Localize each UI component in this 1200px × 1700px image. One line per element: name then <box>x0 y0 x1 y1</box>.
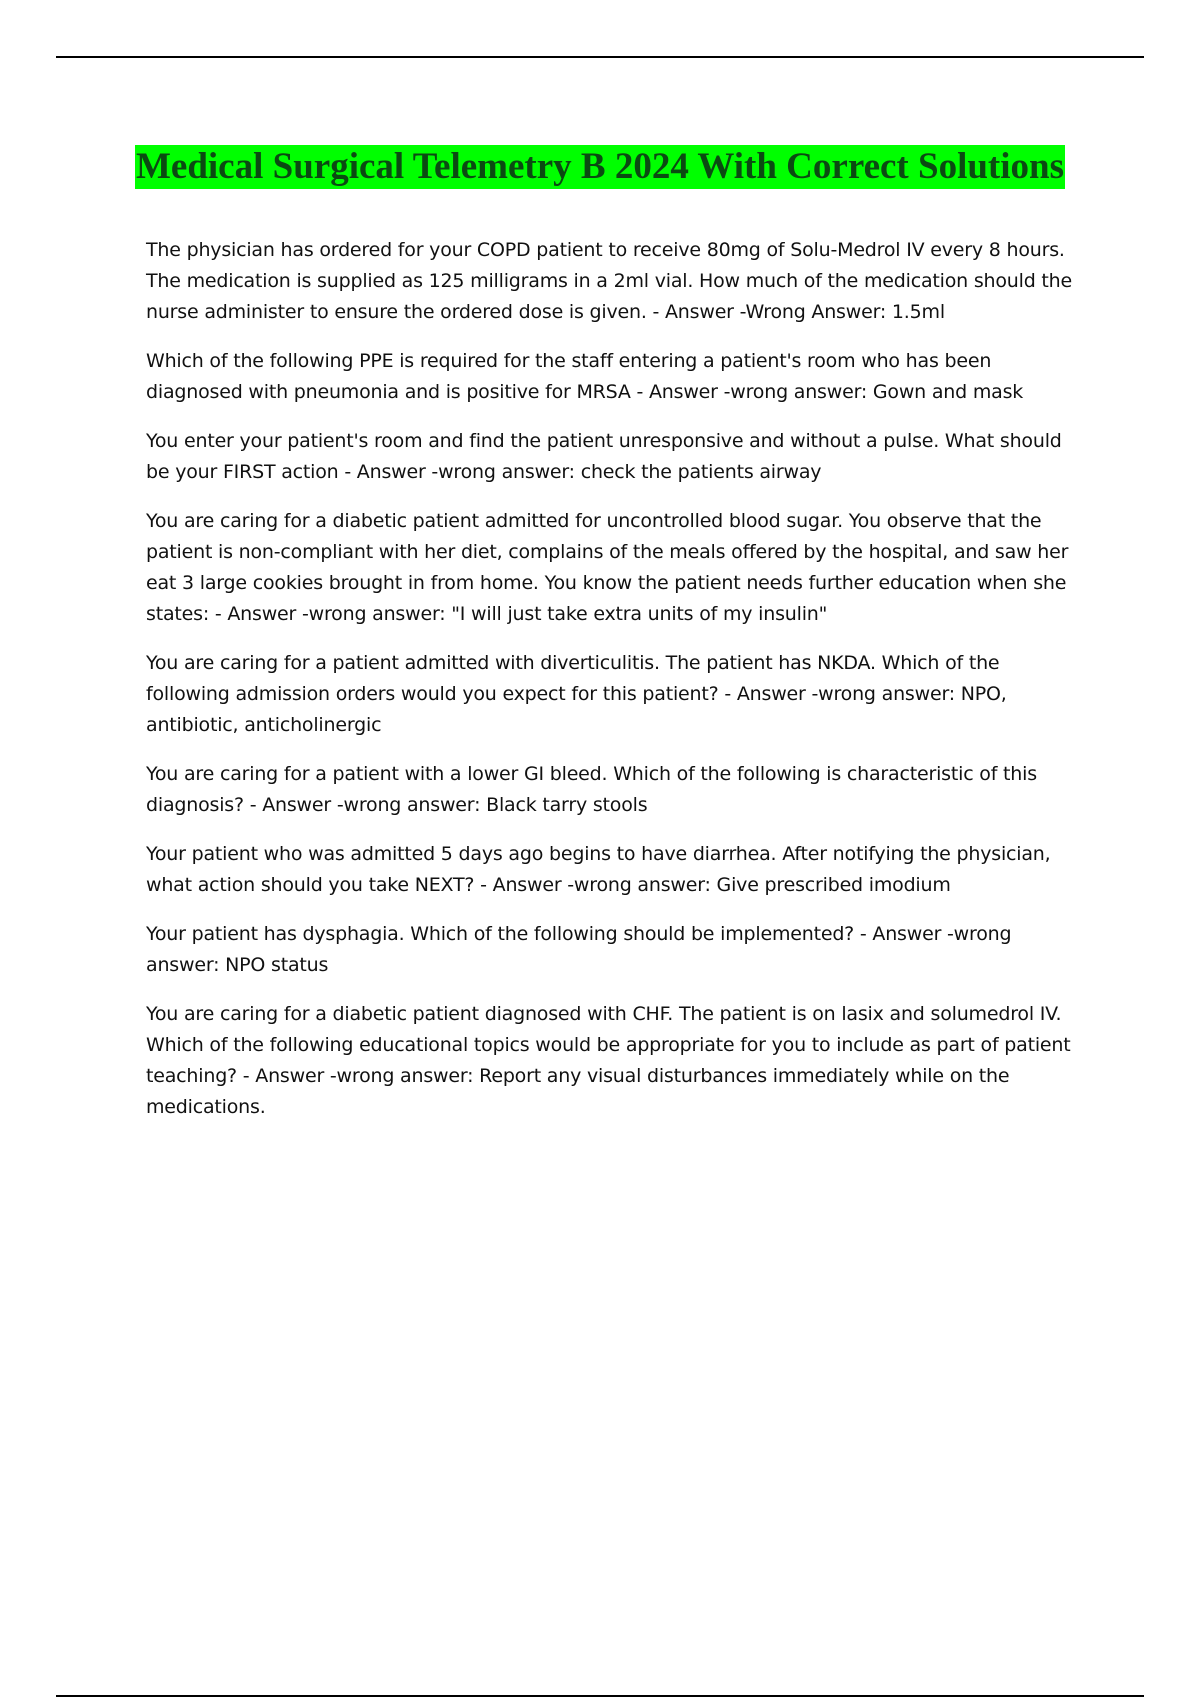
document-title: Medical Surgical Telemetry B 2024 With Correct Solutions <box>135 146 1065 187</box>
qa-item: You enter your patient's room and find the patient unresponsive and without a pulse. What should be your FIRST action - Answer -wrong answer: check the patients airway <box>146 430 1062 483</box>
qa-item: Your patient has dysphagia. Which of the following should be implemented? - Answer -wrong answer: NPO status <box>146 923 1012 976</box>
qa-item: You are caring for a diabetic patient diagnosed with CHF. The patient is on lasix and solumedrol IV. Which of the following educational topics would be appropriate for you to include as part of patient teaching? - Answer -wrong answer: Report any visual disturbances immediately while on the medications. <box>146 1003 1071 1118</box>
title-container <box>0 145 1200 189</box>
qa-item: Your patient who was admitted 5 days ago begins to have diarrhea. After notifying the physician, what action should you take NEXT? - Answer -wrong answer: Give prescribed imodium <box>146 843 1051 896</box>
header-rule <box>56 56 1144 58</box>
qa-item: You are caring for a patient with a lower GI bleed. Which of the following is characteristic of this diagnosis? - Answer -wrong answer: Black tarry stools <box>146 763 1037 816</box>
footer-rule <box>56 1695 1144 1697</box>
qa-item: Which of the following PPE is required for the staff entering a patient's room who has been diagnosed with pneumonia and is positive for MRSA - Answer -wrong answer: Gown and mask <box>146 350 1024 403</box>
qa-list <box>146 235 1086 1141</box>
qa-item: You are caring for a patient admitted with diverticulitis. The patient has NKDA. Which of the following admission orders would you expect for this patient? - Answer -wrong answer: NPO, antibiotic, anticholinergic <box>146 652 1007 736</box>
qa-item: You are caring for a diabetic patient admitted for uncontrolled blood sugar. You observe that the patient is non-compliant with her diet, complains of the meals offered by the hospital, and saw her eat 3 large cookies brought in from home. You know the patient needs further education when she states: - Answer -wrong answer: "I will just take extra units of my insulin" <box>146 510 1069 625</box>
qa-item: The physician has ordered for your COPD patient to receive 80mg of Solu-Medrol IV every 8 hours. The medication is supplied as 125 milligrams in a 2ml vial. How much of the medication should the nurse administer to ensure the ordered dose is given. - Answer -Wrong Answer: 1.5ml <box>146 239 1072 323</box>
